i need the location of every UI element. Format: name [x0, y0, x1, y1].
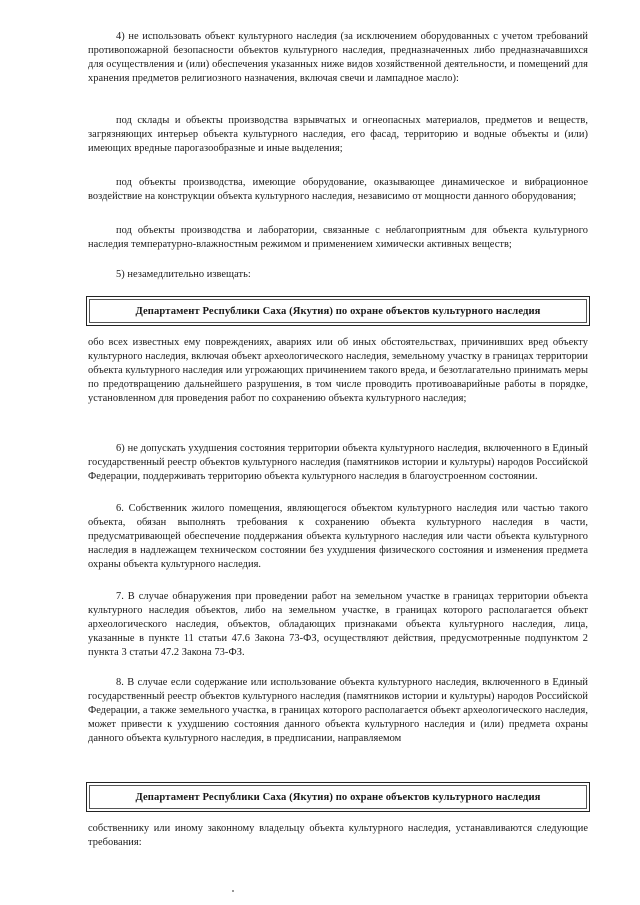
paragraph-item-4: 4) не использовать объект культурного наследия (за исключением оборудованных с учетом требований противопожарной безопасности объектов культурного наследия, предназначенных либо предназначавшихся для осуществления и (или) обеспечения указанных ниже видов хозяйственной деятельности, и помещений для хранения предметов религиозного назначения, включая свечи и лампадное масло): — [88, 31, 588, 84]
stamp-label: Департамент Республики Саха (Якутия) по охране объектов культурного наследия — [135, 305, 541, 317]
scan-speck — [232, 890, 234, 892]
paragraph-laboratories: под объекты производства и лаборатории, связанные с неблагоприятным для объекта культурного наследия температурно-влажностным режимом и применением химически активных веществ; — [88, 225, 588, 250]
paragraph-section-8: 8. В случае если содержание или использование объекта культурного наследия, включенного в Единый государственный реестр объектов культурного наследия (памятников истории и культуры) народов Российской Федерации, а также земельного участка, в границах которого располагается объект археологического наследия, может привести к ухудшению состояния данного объекта культурного наследия и (или) предмета охраны данного объекта культурного наследия, в предписании, направляемом — [88, 677, 588, 744]
paragraph-item-6: 6) не допускать ухудшения состояния территории объекта культурного наследия, включенного в Единый государственный реестр объектов культурного наследия (памятников истории и культуры) народов Российской Федерации, поддерживать территорию объекта культурного наследия в благоустроенном состоянии. — [88, 443, 588, 482]
paragraph-production-vibration: под объекты производства, имеющие оборудование, оказывающее динамическое и вибрационное воздействие на конструкции объекта культурного наследия, независимо от мощности данного оборудования; — [88, 177, 588, 202]
paragraph-damages: обо всех известных ему повреждениях, авариях или об иных обстоятельствах, причинивших вред объекту культурного наследия, включая объект археологического наследия, земельному участку в границах территории объекта культурного наследия или угрожающих причинением такого вреда, и безотлагательно принимать меры по предотвращению дальнейшего разрушения, в том числе проводить противоаварийные работы в порядке, установленном для проведения работ по сохранению объекта культурного наследия; — [88, 337, 588, 404]
paragraph-warehouses: под склады и объекты производства взрывчатых и огнеопасных материалов, предметов и веществ, загрязняющих интерьер объекта культурного наследия, его фасад, территорию и водные объекты и (или) имеющих вредные парогазообразные и иные выделения; — [88, 115, 588, 154]
stamp-label: Департамент Республики Саха (Якутия) по охране объектов культурного наследия — [135, 791, 541, 803]
paragraph-requirements: собственнику или иному законному владельцу объекта культурного наследия, устанавливаются следующие требования: — [88, 823, 588, 848]
department-stamp — [86, 296, 590, 326]
paragraph-item-5: 5) незамедлительно извещать: — [116, 269, 251, 280]
paragraph-section-7: 7. В случае обнаружения при проведении работ на земельном участке в границах территории объекта культурного наследия объектов, либо на земельном участке, в границах которого располагается объект археологического наследия, объектов, обладающих признаками объекта культурного наследия, лица, указанные в пункте 11 статьи 47.6 Закона 73-ФЗ, осуществляют действия, предусмотренные подпунктом 2 пункта 3 статьи 47.2 Закона 73-ФЗ. — [88, 591, 588, 658]
paragraph-section-6: 6. Собственник жилого помещения, являющегося объектом культурного наследия или частью такого объекта, обязан выполнять требования к сохранению объекта культурного наследия в части, предусматривающей обеспечение поддержания объекта культурного наследия или части объекта культурного наследия в надлежащем техническом состоянии без ухудшения физического состояния и изменения предмета охраны объекта культурного наследия. — [88, 503, 588, 570]
department-stamp — [86, 782, 590, 812]
